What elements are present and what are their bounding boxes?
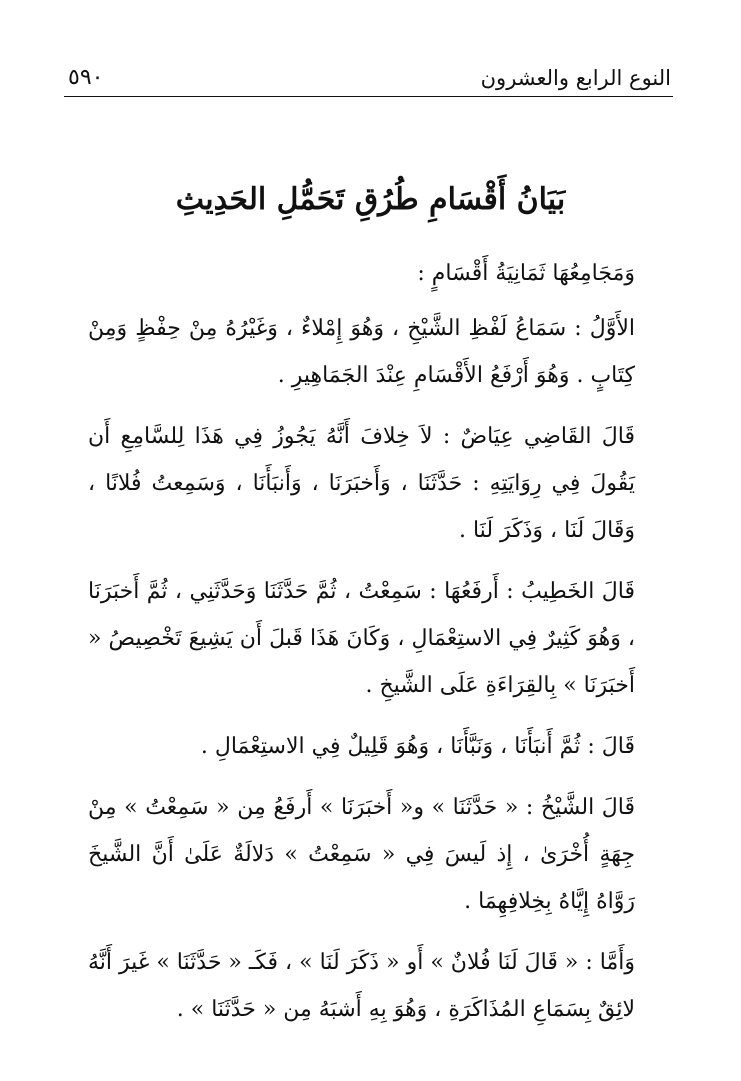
paragraph: قَالَ : ثُمَّ أَنبَأَنَا ، وَنَبَّأَنَا ، وَهُوَ قَلِيلٌ فِي الاستِعْمَالِ .: [200, 734, 635, 759]
running-header: [68, 50, 671, 90]
chapter-title: النوع الرابع والعشرون: [480, 66, 671, 90]
paragraph: قَالَ الشَّيْخُ : « حَدَّثَنَا » و« أَخبَرَنَا » أَرفَعُ مِن « سَمِعْتُ » مِنْ جِهَةٍ أُخْرَىٰ ، إِذ لَيسَ فِي « سَمِعْتُ » دَلالَةٌ عَلَىٰ أَنَّ الشَّيخَ رَوَّاهُ إِيَّاهُ بِخِلافِهِمَا .: [88, 795, 635, 914]
paragraph: وَأَمَّا : « قَالَ لَنَا فُلانٌ » أَو « ذَكَرَ لَنَا » ، فَكَـ « حَدَّثَنَا » غَيرَ أَنَّهُ لائِقٌ بِسَمَاعِ المُذَاكَرَةِ ، وَهُوَ بِهِ أَشبَهُ مِن « حَدَّثَنَا » .: [88, 950, 635, 1022]
page-number: ٥٩٠: [68, 65, 104, 90]
body-text: [88, 250, 635, 1047]
header-rule: [64, 96, 673, 97]
paragraph: قَالَ القَاضِي عِيَاضٌ : لاَ خِلافَ أَنَّهُ يَجُوزُ فِي هَذَا لِلسَّامِعِ أَن يَقُولَ فِي رِوَايَتِهِ : حَدَّثَنَا ، وَأَخبَرَنَا ، وَأَنبَأَنَا ، وَسَمِعتُ فُلانًا ، وَقَالَ لَنَا ، وَذَكَرَ لَنَا .: [88, 424, 635, 543]
section-heading: بَيَانُ أَقْسَامِ طُرُقِ تَحَمُّلِ الحَدِيثِ: [175, 182, 566, 217]
paragraph-intro: وَمَجَامِعُهَا ثَمَانِيَةُ أَقْسَامٍ :: [417, 261, 635, 286]
paragraph: الأَوَّلُ : سَمَاعُ لَفْظِ الشَّيْخِ ، وَهُوَ إِمْلاءٌ ، وَغَيْرُهُ مِنْ حِفْظٍ وَمِنْ كِتَابٍ . وَهُوَ أَرْفَعُ الأَقْسَامِ عِنْدَ الجَمَاهِيرِ .: [88, 316, 635, 388]
paragraph: قَالَ الخَطِيبُ : أَرفَعُهَا : سَمِعْتُ ، ثُمَّ حَدَّثَنَا وَحَدَّثَنِي ، ثُمَّ أَخبَرَنَا ، وَهُوَ كَثِيرٌ فِي الاستِعْمَالِ ، وَكَانَ هَذَا قَبلَ أَن يَشِيعَ تَخْصِيصُ « أَخبَرَنَا » بِالقِرَاءَةِ عَلَى الشَّيخِ .: [88, 579, 635, 698]
